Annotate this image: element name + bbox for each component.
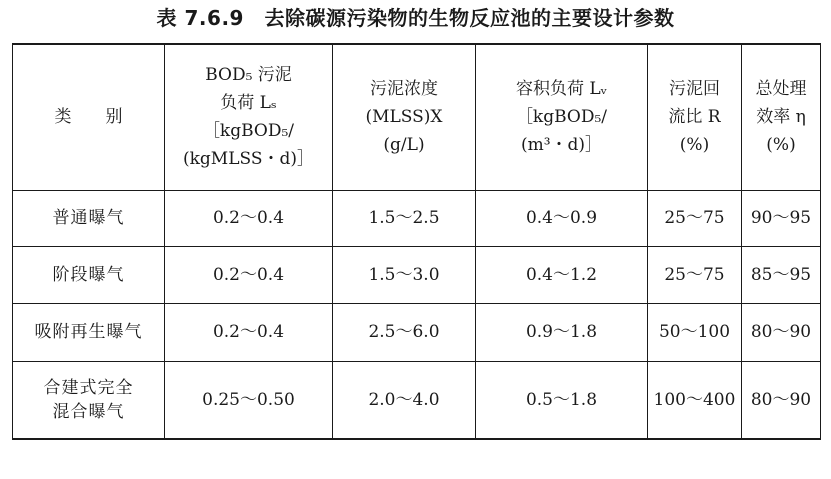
- cell-return-ratio: 100～400: [648, 361, 742, 439]
- header-return-ratio: [648, 44, 742, 190]
- cell-mlss: 1.5～2.5: [333, 190, 476, 246]
- design-parameters-table: [12, 43, 821, 440]
- table-title: 表 7.6.9 去除碳源污染物的生物反应池的主要设计参数: [156, 6, 675, 30]
- header-volume-load-line: 容积负荷 Lᵥ: [515, 79, 608, 100]
- cell-volume-load: 0.4～1.2: [476, 246, 648, 303]
- header-return-ratio-line: 污泥回: [669, 79, 720, 100]
- header-mlss-line: 污泥浓度: [370, 79, 438, 100]
- cell-return-ratio: 50～100: [648, 303, 742, 361]
- cell-sludge-load: 0.25～0.50: [165, 361, 333, 439]
- header-category: [13, 44, 165, 190]
- cell-efficiency: 80～90: [742, 303, 821, 361]
- row-category-line: 合建式完全: [43, 377, 134, 398]
- cell-efficiency: 90～95: [742, 190, 821, 246]
- header-sludge-load: [165, 44, 333, 190]
- header-sludge-load-line: ［kgBOD₅/: [202, 121, 295, 142]
- header-mlss: [333, 44, 476, 190]
- cell-volume-load: 0.9～1.8: [476, 303, 648, 361]
- header-return-ratio-line: (%): [679, 135, 710, 156]
- cell-return-ratio: 25～75: [648, 190, 742, 246]
- cell-efficiency: 85～95: [742, 246, 821, 303]
- row-category: 吸附再生曝气: [13, 303, 165, 361]
- cell-volume-load: 0.4～0.9: [476, 190, 648, 246]
- cell-return-ratio: 25～75: [648, 246, 742, 303]
- table-row: [13, 246, 821, 303]
- table-row: [13, 190, 821, 246]
- cell-efficiency: 80～90: [742, 361, 821, 439]
- cell-mlss: 2.0～4.0: [333, 361, 476, 439]
- header-category-char-2: 别: [105, 107, 123, 128]
- table-row: [13, 361, 821, 439]
- header-mlss-line: (g/L): [383, 135, 425, 156]
- header-sludge-load-line: 负荷 Lₛ: [220, 93, 277, 114]
- header-volume-load: [476, 44, 648, 190]
- header-sludge-load-line: BOD₅ 污泥: [205, 65, 292, 86]
- cell-sludge-load: 0.2～0.4: [165, 303, 333, 361]
- header-volume-load-line: (m³・d)］: [520, 135, 603, 156]
- cell-mlss: 1.5～3.0: [333, 246, 476, 303]
- header-row: [13, 44, 821, 190]
- cell-sludge-load: 0.2～0.4: [165, 246, 333, 303]
- header-category-char-1: 类: [54, 107, 72, 128]
- header-efficiency-line: 效率 η: [756, 107, 806, 128]
- header-mlss-line: (MLSS)X: [365, 107, 443, 128]
- header-efficiency: [742, 44, 821, 190]
- cell-volume-load: 0.5～1.8: [476, 361, 648, 439]
- row-category: [13, 361, 165, 439]
- cell-sludge-load: 0.2～0.4: [165, 190, 333, 246]
- header-return-ratio-line: 流比 R: [668, 107, 721, 128]
- table-row: [13, 303, 821, 361]
- row-category: 普通曝气: [13, 190, 165, 246]
- row-category: 阶段曝气: [13, 246, 165, 303]
- header-volume-load-line: ［kgBOD₅/: [515, 107, 608, 128]
- header-sludge-load-line: (kgMLSS・d)］: [182, 149, 315, 170]
- header-efficiency-line: (%): [766, 135, 796, 156]
- row-category-line: 混合曝气: [52, 401, 125, 422]
- header-efficiency-line: 总处理: [755, 79, 807, 100]
- cell-mlss: 2.5～6.0: [333, 303, 476, 361]
